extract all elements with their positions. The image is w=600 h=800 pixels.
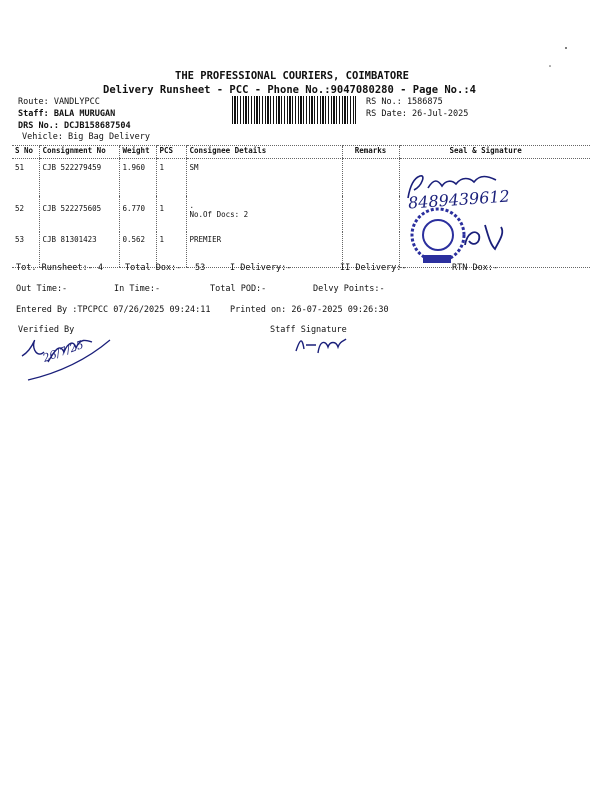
col-consignee: Consignee Details bbox=[186, 146, 342, 159]
cell-sno: 52 bbox=[15, 203, 25, 213]
cell-weight: 0.562 bbox=[119, 232, 156, 268]
out-time: Out Time:- bbox=[16, 284, 68, 294]
col-seal: Seal & Signature bbox=[399, 146, 590, 159]
consignee-extra: No.Of Docs: 2 bbox=[189, 209, 249, 219]
total-dox-label: Total Dox:- bbox=[125, 263, 182, 273]
total-runsheet: Tot. Runsheet:- 4 bbox=[16, 263, 103, 273]
seal-stamp bbox=[405, 205, 515, 275]
staff-label: Staff: BALA MURUGAN bbox=[18, 109, 116, 119]
rs-date: RS Date: 26-Jul-2025 bbox=[366, 109, 469, 119]
rtn-dox: RTN Dox:- bbox=[452, 263, 499, 273]
cell-weight: 1.960 bbox=[119, 159, 156, 196]
route-label: Route: VANDLYPCC bbox=[18, 97, 100, 107]
company-title: THE PROFESSIONAL COURIERS, COIMBATORE bbox=[175, 70, 409, 82]
cell-consignment: CJB 81301423 bbox=[39, 232, 119, 268]
col-sno: S No bbox=[12, 146, 39, 159]
drs-number: DRS No.: DCJB158687504 bbox=[18, 121, 131, 131]
consignee-name: SM bbox=[189, 163, 199, 172]
cell-pcs: 1 bbox=[156, 159, 186, 196]
verified-date: 26/7/25 bbox=[41, 338, 86, 365]
cell-remarks bbox=[342, 196, 399, 232]
cell-weight: 6.770 bbox=[119, 196, 156, 232]
cell-remarks bbox=[342, 159, 399, 196]
cell-pcs: 1 bbox=[156, 232, 186, 268]
total-dox-value: 53 bbox=[195, 263, 206, 273]
vehicle-label: Vehicle: Big Bag Delivery bbox=[22, 132, 150, 142]
printed-on: Printed on: 26-07-2025 09:26:30 bbox=[230, 305, 389, 315]
i-delivery: I Delivery:- bbox=[230, 263, 292, 273]
staff-signature-label: Staff Signature bbox=[270, 325, 347, 335]
table-header-row bbox=[12, 146, 590, 159]
delvy-points: Delvy Points:- bbox=[313, 284, 385, 294]
scan-marks bbox=[540, 40, 580, 80]
entered-by: Entered By :TPCPCC 07/26/2025 09:24:11 bbox=[16, 305, 211, 315]
handwritten-phone: 8489439612 bbox=[407, 186, 511, 213]
col-consignment: Consignment No bbox=[39, 146, 119, 159]
total-pod: Total POD:- bbox=[210, 284, 267, 294]
cell-sno: 53 bbox=[12, 232, 39, 268]
col-remarks: Remarks bbox=[342, 146, 399, 159]
cell-sno: 51 bbox=[15, 163, 25, 172]
ii-delivery: II Delivery:- bbox=[340, 263, 407, 273]
consignee-name: . bbox=[189, 200, 195, 210]
cell-consignee bbox=[186, 159, 342, 196]
in-time: In Time:- bbox=[114, 284, 161, 294]
verified-by-label: Verified By bbox=[18, 325, 75, 335]
cell-consignment: CJB 522275605 bbox=[39, 196, 119, 232]
cell-consignee bbox=[186, 196, 342, 232]
cell-pcs: 1 bbox=[156, 196, 186, 232]
consignee-name: PREMIER bbox=[189, 234, 222, 244]
col-pcs: PCS bbox=[156, 146, 186, 159]
cell-consignment: CJB 522279459 bbox=[39, 159, 119, 196]
staff-signature bbox=[292, 333, 352, 359]
rs-number: RS No.: 1586875 bbox=[366, 97, 443, 107]
barcode bbox=[232, 96, 356, 124]
runsheet-heading: Delivery Runsheet - PCC - Phone No.:9047080280 - Page No.:4 bbox=[103, 84, 476, 96]
col-weight: Weight bbox=[119, 146, 156, 159]
